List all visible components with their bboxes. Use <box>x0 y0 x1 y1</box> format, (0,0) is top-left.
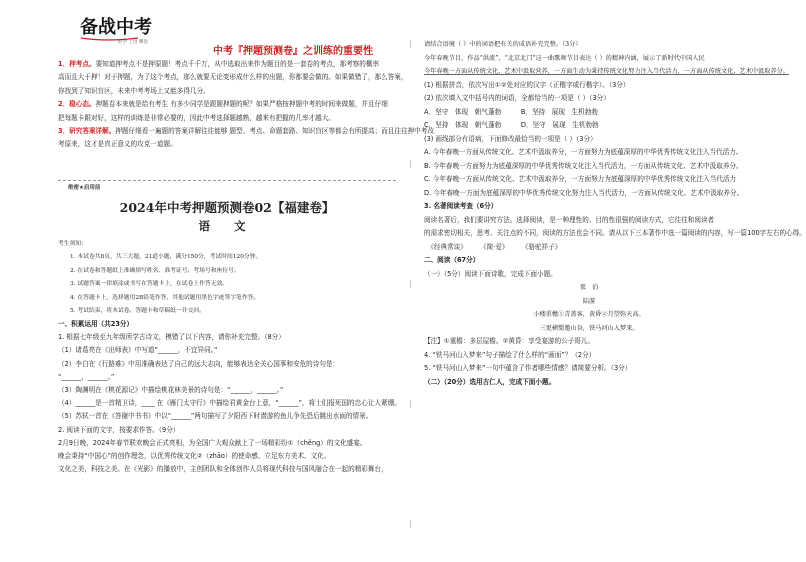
text-line: (2) 依次填入文中括号内的词语，全都恰当的一项是（ ）（3分） <box>424 94 610 102</box>
exam-notes <box>58 238 396 318</box>
text-line: “______，______。” <box>58 372 115 381</box>
intro-line <box>58 138 396 151</box>
intro-line <box>58 58 396 71</box>
text-line: 2. 阅读下面的文字，按要求作答。（9分） <box>58 425 180 434</box>
text-line: 阅读名著后，我们要讲究方法。选择阅读，是一种理性的、目的性很强的阅读方式，它往往和阅读者 <box>424 215 715 224</box>
text-line: 1. 根据七年级至九年级所学古诗文，模错了以下内容，请你补充完整。（8分） <box>58 333 285 342</box>
intro-text: 你找到了知识盲区，未来中考考场上又能多得几分。 <box>58 86 210 95</box>
margin-tick <box>410 160 411 168</box>
secret-label: 绝密★启用前 <box>68 185 101 191</box>
text-line: (1) 根据拼音，依次写出①②处对应的汉字（正楷字或行楷字）。（3分） <box>424 80 630 89</box>
text-line: 陆游 <box>582 297 596 305</box>
text-line: （3）陶渊明在《桃花源记》中描绘桃花林美景的诗句是：“______，______。” <box>58 386 284 395</box>
text-line: 文化之美，科技之美。在《光影》的播放中，主创团队和全体创作人员将现代科技与国风融合在一起的精彩舞台， <box>58 465 388 474</box>
text-line: 今年春晚一方面从传统文化、艺术中汲取营养，一方面生动为秉持传统文化努力注入当代活力，一方面从传统文化、艺术中汲取养分。 <box>424 68 790 75</box>
text-line: 4. “铁马河山入梦来”句子描绘了什么样的“画面”？（2分） <box>424 350 596 359</box>
intro-line <box>58 98 396 111</box>
divider <box>58 180 396 181</box>
text-line: 的需求密切相关，思考、关注点的不同，阅读的方法也会不同。请从以下三本著作中选一篇阅读的内容，写一篇100字左右的心得。 <box>424 229 806 237</box>
text-line: A．坚守 体现 朝气蓬勃 B．坚持 展现 生机勃勃 <box>424 107 598 116</box>
text-line: (3) 画线部分有语病，下面修改最恰当的一项是（ ）（3分） <box>424 134 597 143</box>
text-line: （5）苏轼一首在《答谢中书书》中以“______”两句描写了夕阳西下时潜游的鱼儿争先恐后跳出水面的情景。 <box>58 412 373 421</box>
intro-line <box>58 112 396 125</box>
logo-title: 备战中考 <box>80 17 152 38</box>
left-body <box>58 318 401 476</box>
text-line: （2）李白在《行路难》中用准确表达了自己的远大志向，能够表达全关心国事和安危的诗句是： <box>58 359 340 368</box>
text-line: 今年春晚节目，作品“洪流”、“北京北门”这一曲歌舞节目表达（ ）的精神内涵，展示了新时代中国人民 <box>424 54 705 62</box>
text-line: C. 今年春晚一方面从传统文化、艺术中汲取养分，一方面努力为底蕴深厚的中华优秀传统文化注入当代活力 <box>424 175 737 183</box>
subject-title: 语 文 <box>198 219 256 233</box>
intro-label: 3．研究答案详解。 <box>58 127 116 136</box>
right-column <box>424 0 806 562</box>
text-line: 二、阅读（67分） <box>424 256 480 264</box>
logo-subtitle: 好学 上进 攀登 <box>118 40 148 45</box>
note-item: 5. 考试结束，将本试卷、答题卡和草稿纸一并交回。 <box>70 308 205 315</box>
text-line: 2月9日晚，2024年春节联欢晚会正式亮相，为全国广大观众献上了一场精彩纷①（chěng）的文化盛宴。 <box>58 438 367 447</box>
intro-line <box>58 71 408 84</box>
note-item: 3. 试题答案一律填涂或书写在答题卡上，在试卷上作答无效。 <box>70 281 229 288</box>
margin-tick <box>410 40 411 48</box>
text-line: 三更横槊邀山谷，铁马河山入梦来。 <box>539 324 639 332</box>
text-line: A. 今年春晚一方面从传统文化、艺术中汲取养分，一方面努力为底蕴深厚的中华优秀传统文化注入当代活力。 <box>424 148 743 156</box>
intro-text: 押题卷本来就是给有考生 有多少同学是跟题押题的呢？如果严格按押题中考的时间来做题，并且仔细 <box>95 100 388 109</box>
text-line: （二）（20分）选用古仁人，完成下面小题。 <box>424 377 556 386</box>
text-line: 晚会秉持“中国心”的创作理念，以优秀传统文化②（zhāo）的使命感、立足东方美术、文化、 <box>58 452 331 461</box>
margin-tick <box>410 520 411 528</box>
note-item: 2. 在试卷和答题纸上准确填写姓名、准考证号、考场号和座位号。 <box>70 267 240 274</box>
margin-tick <box>410 280 411 288</box>
text-line: 【注】①重檐：多层屋檐。②黄昏：享受宴游的公子哥儿。 <box>424 337 595 345</box>
text-line: 5. “铁马河山入梦来”一句中蕴含了作者哪些情感？请简要分析。（3分） <box>424 364 632 372</box>
text-line: 夜 泊 <box>579 284 599 291</box>
intro-text: 考原来，这才是真正意义的攻克一道题。 <box>58 140 177 149</box>
intro-text: 高而且大于押！对于押题，为了这个考点，那么就要无论变形成什么样的出题，你都要会做的。如果做错了，那么答案， <box>58 73 408 82</box>
text-line: （1）诸葛亮在《出师表》中写道“______，不宜异同。” <box>58 346 218 355</box>
right-body <box>424 38 806 389</box>
text-line: D. 今年春晚一方面为底蕴深厚的中华优秀传统文化努力注入当代活力，一方面从传统文化、艺术中汲取养分。 <box>424 188 744 197</box>
intro-line <box>58 85 396 98</box>
left-column <box>58 0 434 562</box>
headline: 中考『押题预测卷』之训练的重要性 <box>213 46 373 57</box>
intro-text: 要知道押考点不是押原题！考点千千万，从中选取出来作为题目的是一套卷的考点，那考察的概率 <box>95 60 380 68</box>
intro-text: 押题仔细看一遍题的答案详解往往能够 题型、考点、命题套路、知识盲区等都会有所提高；而且往往押中考改 <box>115 127 434 136</box>
brand-logo <box>78 12 156 46</box>
text-line: （4）______是一首精卫诗，____ 在《雁门太守行》中描绘君黄金台上意，“______”，将士们报死国的忠心让人紧绷。 <box>58 399 401 408</box>
intro-label: 1．押考点。 <box>58 60 96 68</box>
text-line: 请结合语境（ ）中的词语把有关的成语补充完整。（3分） <box>424 41 582 48</box>
text-line: 《经典常谈》 《简·爱》 《骆驼祥子》 <box>424 242 562 251</box>
text-line: 一、积累运用（共23分） <box>58 320 134 328</box>
notes-title: 考生须知： <box>58 241 87 247</box>
margin-tick <box>410 400 411 408</box>
text-line: B. 今年春晚一方面努力为底蕴深厚的中华优秀传统文化注入当代活力，一方面从传统文化、艺术中汲取养分。 <box>424 161 743 170</box>
text-line: 小楼重檐①青盖客，黄昏②月望弥天高。 <box>533 311 645 318</box>
intro-section <box>58 58 434 152</box>
intro-label: 2．稳心态。 <box>58 100 96 109</box>
intro-line <box>58 125 434 138</box>
intro-text: 把每题卡跟对好，这样的训练是非常必要的，因此中考选择题越熟，越来有把握的几率才越大。 <box>58 113 335 122</box>
exam-title: 2024年中考押题预测卷02【福建卷】 <box>119 200 335 215</box>
text-line: C．坚持 体现 朝气蓬勃 D．坚守 展现 生机勃勃 <box>424 121 599 129</box>
text-line: （一）（5分）阅读下面诗歌，完成下面小题。 <box>424 269 557 278</box>
text-line: 3. 名著阅读考查（6分） <box>424 202 498 210</box>
note-item: 1. 本试卷共8页，共三大题，21道小题，满分150分，考试时间120分钟。 <box>70 254 262 261</box>
note-item: 4. 在答题卡上，选择题用2B铅笔作答，其他试题用黑色字迹签字笔作答。 <box>70 294 260 301</box>
